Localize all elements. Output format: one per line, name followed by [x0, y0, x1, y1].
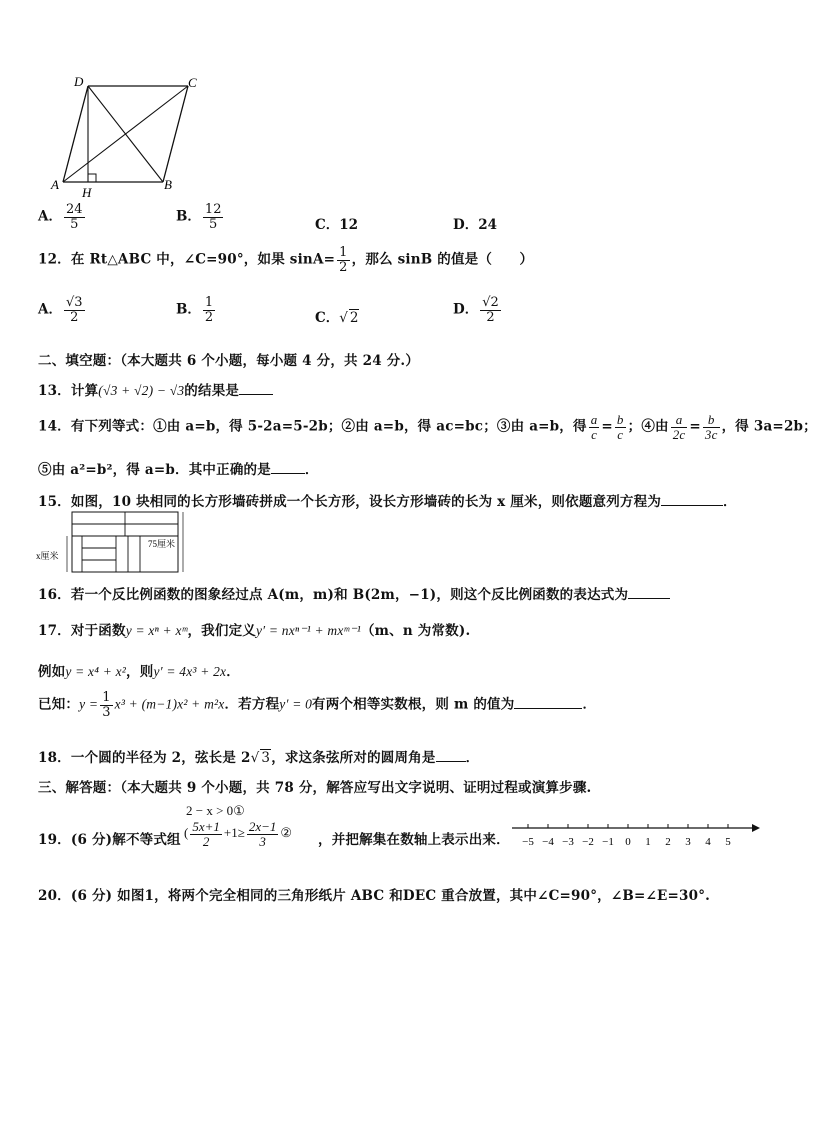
label-B: B	[164, 177, 172, 192]
q14-line1: 14．有下列等式：①由 a=b，得 5-2a=5-2b；②由 a=b，得 ac=bc；③由 a=b，得 $\frac{a}{c}$ = $\frac{b}{c}$ ；④由 $\frac{a}{2c}$ = $\frac{b}{3c}$ ，得 3a=2b；	[38, 412, 817, 442]
brick-wall-figure	[36, 510, 186, 576]
q17-line1: 17．对于函数y = xⁿ + xᵐ，我们定义y′ = nxⁿ⁻¹ + mxᵐ⁻¹（m、n 为常数).	[38, 623, 471, 639]
q12-stem: 12．在 Rt△ABC 中，∠C=90°，如果 sinA= $\frac{1}{2}$ ，那么 sinB 的值是（ ）	[38, 245, 534, 275]
section-solve-heading: 三、解答题：（本大题共 9 个小题，共 78 分，解答应写出文字说明、证明过程或演算步骤.	[38, 780, 592, 796]
number-line-tick-label: −3	[562, 836, 574, 848]
q19-tail: ，并把解集在数轴上表示出来．	[318, 832, 510, 848]
q11-option-d: D．24	[453, 217, 498, 233]
number-line-tick-label: 1	[645, 836, 651, 848]
q12-option-c: C．√ 2	[315, 306, 359, 326]
q19-label: 19．(6 分)解不等式组	[38, 832, 181, 848]
parallelogram-figure	[48, 74, 218, 202]
label-D: D	[74, 74, 84, 89]
q16: 16．若一个反比例函数的图象经过点 A(m，m)和 B(2m，−1)，则这个反比例函数的表达式为	[38, 583, 670, 603]
q17-line2: 例如y = x⁴ + x²，则y′ = 4x³ + 2x．	[38, 664, 240, 680]
q17-line3: 已知：y = $\frac{1}{3}$ x³ + (m−1)x² + m²x．若方程y′ = 0有两个相等实数根，则 m 的值为 ．	[38, 690, 597, 720]
q19-ineq1: 2 − x > 0①	[186, 803, 245, 818]
q11-option-a: A． $\frac{24}{5}$	[38, 202, 83, 232]
q19-ineq2: ( $\frac{5x+1}{2}$ +1≥ $\frac{2x-1}{3}$ ②	[184, 819, 293, 849]
number-line-tick-label: −2	[582, 836, 594, 848]
section-fill-in-heading: 二、填空题：（本大题共 6 个小题，每小题 4 分，共 24 分.）	[38, 353, 420, 369]
number-line-tick-label: −5	[522, 836, 534, 848]
number-line-tick-label: 2	[665, 836, 671, 848]
number-line-tick-label: −4	[542, 836, 554, 848]
brick-right-label: 75厘米	[148, 539, 176, 549]
q14-line2: ⑤由 a²=b²，得 a=b．其中正确的是 ．	[38, 462, 319, 478]
q12-option-d: D． $\frac{√2}{2}$	[453, 295, 499, 325]
number-line-tick-label: 0	[625, 836, 631, 848]
number-line-tick-label: −1	[602, 836, 614, 848]
brick-left-label: x厘米	[36, 551, 59, 561]
q12-option-a: A． $\frac{√3}{2}$	[38, 295, 83, 325]
label-A: A	[51, 177, 59, 192]
q11-option-b: B． $\frac{12}{5}$	[176, 202, 222, 232]
q12-option-b: B． $\frac{1}{2}$	[176, 295, 214, 325]
q15: 15．如图，10 块相同的长方形墙砖拼成一个长方形，设长方形墙砖的长为 x 厘米，则依题意列方程为 ．	[38, 494, 737, 510]
label-C: C	[188, 75, 197, 90]
number-line	[508, 818, 760, 852]
number-line-tick-label: 5	[725, 836, 731, 848]
q13: 13．计算(√3 + √2) − √3的结果是	[38, 379, 273, 399]
label-H: H	[82, 185, 92, 200]
q20: 20．(6 分) 如图1，将两个完全相同的三角形纸片 ABC 和DEC 重合放置，其中∠C=90°，∠B=∠E=30°.	[38, 888, 711, 904]
q11-option-c: C．12	[315, 217, 359, 233]
q18: 18．一个圆的半径为 2，弦长是 2√ 3，求这条弦所对的圆周角是 ．	[38, 746, 479, 766]
number-line-tick-label: 4	[705, 836, 711, 848]
number-line-tick-label: 3	[685, 836, 691, 848]
